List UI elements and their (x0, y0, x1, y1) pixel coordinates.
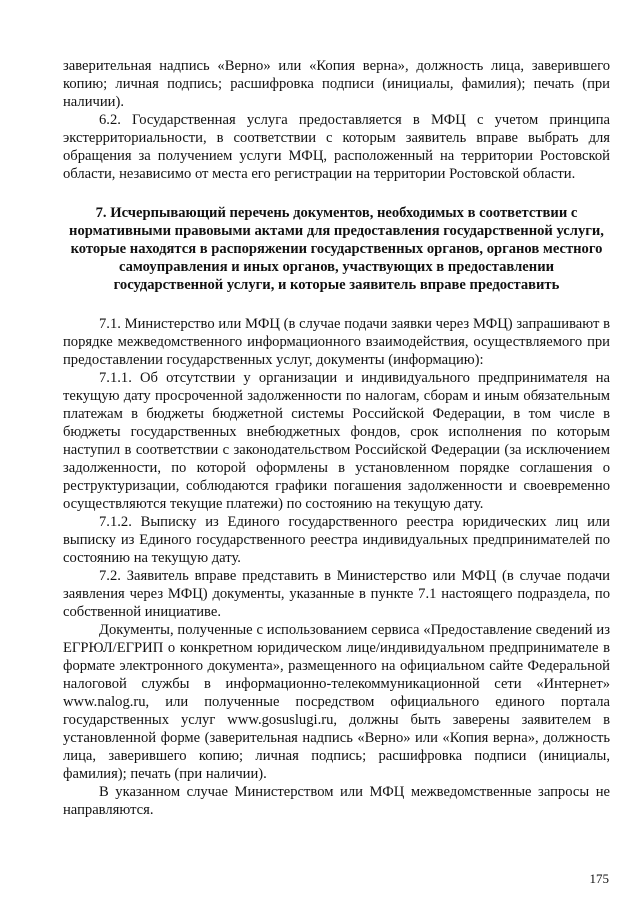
paragraph-continuation: заверительная надпись «Верно» или «Копия верна», должность лица, заверившего копию; личная подпись; расшифровка подписи (инициалы, фамилия); печать (при наличии). (63, 58, 610, 110)
section-heading: 7. Исчерпывающий перечень документов, необходимых в соответствии с нормативными правовыми актами для предоставления государственной услуги, которые находятся в распоряжении государственных органов, органов местного самоуправления и иных органов, участвующих в предоставлении государственной услуги, и которые заявитель вправе предоставить (69, 205, 604, 293)
document-page (63, 57, 610, 819)
paragraph-7-1-1: 7.1.1. Об отсутствии у организации и индивидуального предпринимателя на текущую дату просроченной задолженности по налогам, сборам и иным обязательным платежам в бюджеты бюджетной системы Российской Федерации, в том числе в бюджеты государственных внебюджетных фондов, срок исполнения по которым наступил в соответствии с законодательством Российской Федерации (за исключением задолженности, по которой оформлены в установленном порядке соглашения о реструктуризации, соблюдаются графики погашения задолженности и своевременно осуществляются текущие платежи) по состоянию на текущую дату. (63, 370, 610, 512)
paragraph-7-2: 7.2. Заявитель вправе представить в Министерство или МФЦ (в случае подачи заявления через МФЦ) документы, указанные в пункте 7.1 настоящего подраздела, по собственной инициативе. (63, 568, 610, 620)
paragraph-7-1-2: 7.1.2. Выписку из Единого государственного реестра юридических лиц или выписку из Единого государственного реестра индивидуальных предпринимателей по состоянию на текущую дату. (63, 514, 610, 566)
paragraph-final: В указанном случае Министерством или МФЦ межведомственные запросы не направляются. (63, 784, 610, 818)
paragraph-7-1: 7.1. Министерство или МФЦ (в случае подачи заявки через МФЦ) запрашивают в порядке межведомственного информационного взаимодействия, осуществляемого при предоставлении государственных услуг, документы (информацию): (63, 316, 610, 368)
paragraph-documents: Документы, полученные с использованием сервиса «Предоставление сведений из ЕГРЮЛ/ЕГРИП о конкретном юридическом лице/индивидуальном предпринимателе в формате электронного документа», размещенного на официальном сайте Федеральной налоговой службы в информационно-телекоммуникационной сети «Интернет» www.nalog.ru, или полученные посредством официального единого портала государственных услуг www.gosuslugi.ru, должны быть заверены заявителем в установленной форме (заверительная надпись «Верно» или «Копия верна», должность лица, заверившего копию; личная подпись; расшифровка подписи (инициалы, фамилия); печать (при наличии). (63, 622, 610, 782)
page-number: 175 (589, 871, 609, 886)
paragraph-6-2: 6.2. Государственная услуга предоставляется в МФЦ с учетом принципа экстерриториальности, в соответствии с которым заявитель вправе выбрать для обращения за получением услуги МФЦ, расположенный на территории Ростовской области, независимо от места его регистрации на территории Ростовской области. (63, 112, 610, 182)
